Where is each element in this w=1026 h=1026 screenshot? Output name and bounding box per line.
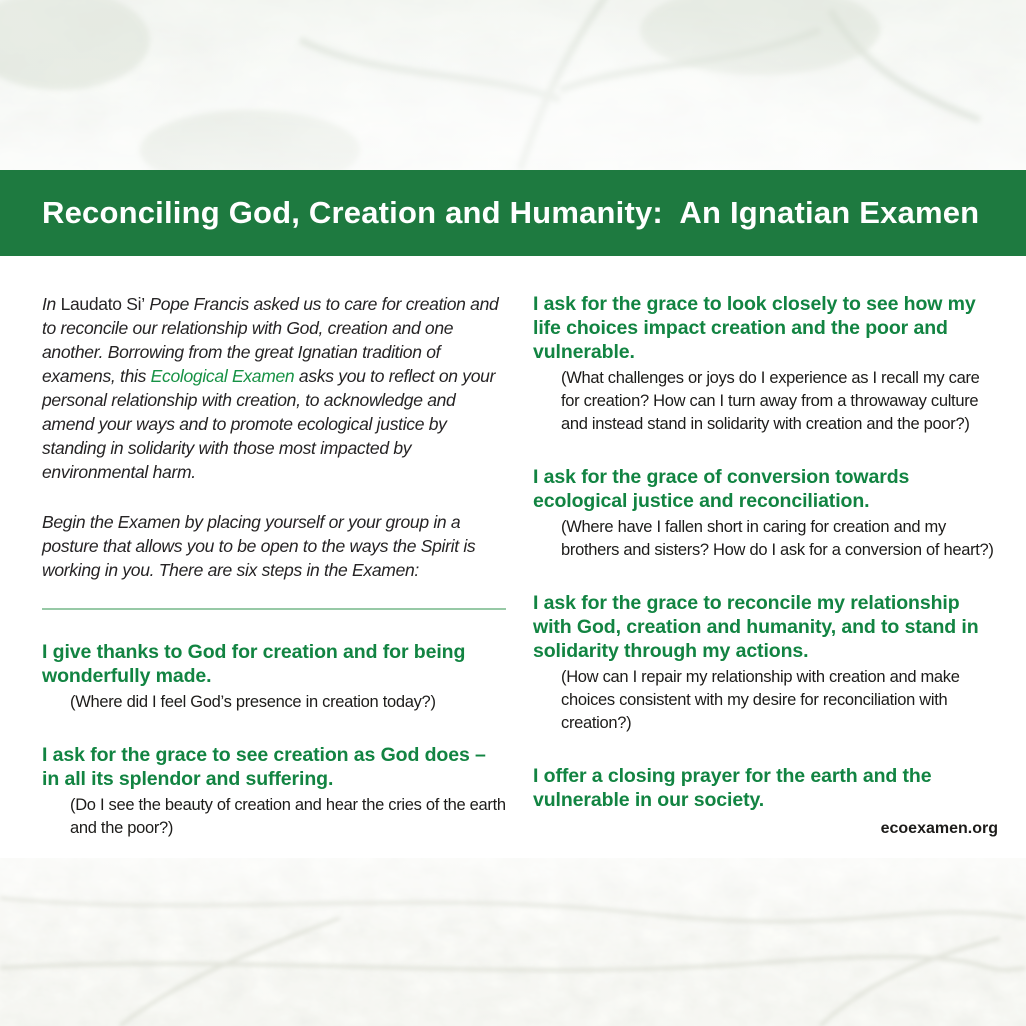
step-prompt: (How can I repair my relationship with creation and make choices consistent with my desire for reconciliation with creation?)	[561, 668, 960, 732]
website-url: ecoexamen.org	[880, 820, 998, 837]
section-divider	[42, 608, 506, 610]
intro-text-pre: In	[42, 294, 61, 314]
examen-step-2	[42, 743, 506, 840]
step-prompt: (Where have I fallen short in caring for creation and my brothers and sisters? How do I ask for a conversion of heart?)	[561, 518, 994, 559]
step-heading: I ask for the grace to reconcile my relationship with God, creation and humanity, and to stand in solidarity through my actions.	[533, 592, 979, 662]
step-prompt: (Where did I feel God’s presence in creation today?)	[70, 693, 436, 711]
ecological-examen-highlight: Ecological Examen	[150, 366, 295, 386]
step-heading: I ask for the grace to see creation as God does – in all its splendor and suffering.	[42, 744, 486, 790]
step-prompt: (What challenges or joys do I experience as I recall my care for creation? How can I turn away from a throwaway culture and instead stand in solidarity with creation and the poor?)	[561, 369, 980, 433]
examen-step-6	[533, 764, 999, 812]
forest-floor-photo	[0, 858, 1026, 1026]
intro-paragraph-1	[42, 292, 506, 484]
title-banner	[0, 170, 1026, 256]
intro-paragraph-2: Begin the Examen by placing yourself or your group in a posture that allows you to be open to the ways the Spirit is working in you. There are six steps in the Examen:	[42, 512, 476, 580]
step-heading: I ask for the grace to look closely to see how my life choices impact creation and the poor and vulnerable.	[533, 293, 976, 363]
examen-step-1	[42, 640, 506, 714]
step-prompt: (Do I see the beauty of creation and hear the cries of the earth and the poor?)	[70, 796, 506, 837]
step-heading: I give thanks to God for creation and for being wonderfully made.	[42, 641, 466, 687]
step-heading: I ask for the grace of conversion towards ecological justice and reconciliation.	[533, 466, 910, 512]
examen-step-3	[533, 292, 999, 436]
examen-step-4	[533, 465, 999, 562]
forest-canopy-photo	[0, 0, 1026, 170]
laudato-si-book-title: Laudato Si’	[60, 294, 145, 314]
left-column	[42, 292, 506, 869]
intro-text-mid: Pope Francis asked us to care for creation and to reconcile our relationship with God, creation and one another. Borrowing from the great Ignatian tradition of examens, this	[42, 294, 499, 386]
step-heading: I offer a closing prayer for the earth and the vulnerable in our society.	[533, 765, 932, 811]
right-column	[533, 292, 999, 841]
page-title: Reconciling God, Creation and Humanity: An Ignatian Examen	[42, 195, 980, 230]
examen-step-5	[533, 591, 999, 735]
content-area	[0, 256, 1026, 858]
intro-text-post: asks you to reflect on your personal relationship with creation, to acknowledge and amend your ways and to promote ecological justice by standing in solidarity with those most impacted by environmental harm.	[42, 366, 496, 482]
